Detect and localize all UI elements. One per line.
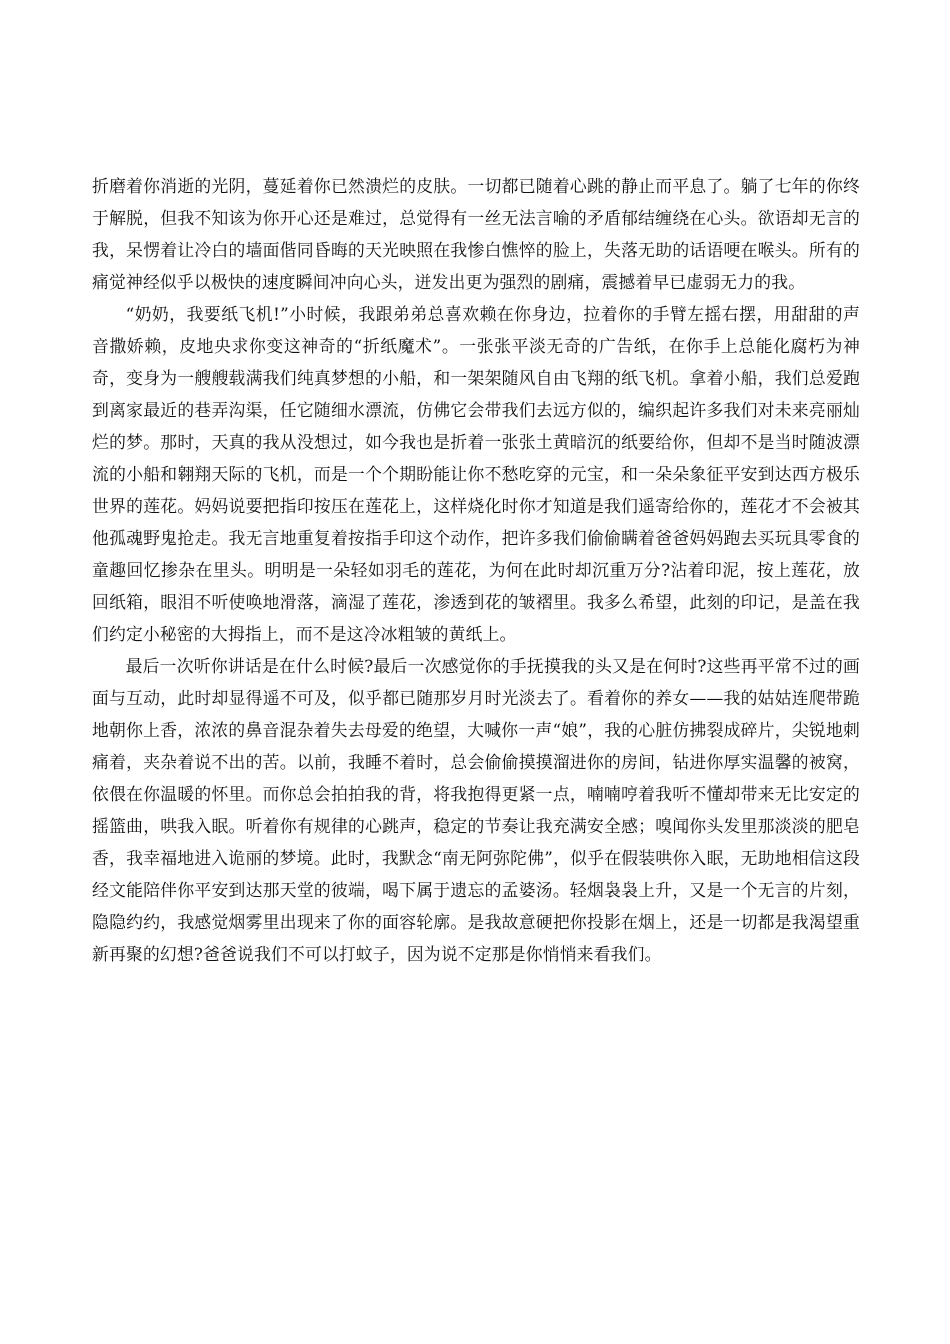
- paragraph-last-memories: 最后一次听你讲话是在什么时候?最后一次感觉你的手抚摸我的头又是在何时?这些再平常不过的画面与互动，此时却显得遥不可及，似乎都已随那岁月时光淡去了。看着你的养女——我的姑姑连爬带跪地朝你上香，浓浓的鼻音混杂着失去母爱的绝望，大喊你一声“娘”，我的心脏仿拂裂成碎片，尖锐地刺痛着，夹杂着说不出的苦。以前，我睡不着时，总会偷偷摸摸溜进你的房间，钻进你厚实温馨的被窝，依偎在你温暖的怀里。而你总会拍拍我的背，将我抱得更紧一点，喃喃哼着我听不懂却带来无比安定的摇篮曲，哄我入眠。听着你有规律的心跳声，稳定的节奏让我充满安全感；嗅闻你头发里那淡淡的肥皂香，我幸福地进入诡丽的梦境。此时，我默念“南无阿弥陀佛”，似乎在假装哄你入眠，无助地相信这段经文能陪伴你平安到达那天堂的彼端，喝下属于遗忘的孟婆汤。轻烟袅袅上升，又是一个无言的片刻，隐隐约约，我感觉烟雾里出现来了你的面容轮廓。是我故意硬把你投影在烟上，还是一切都是我渴望重新再聚的幻想?爸爸说我们不可以打蚊子，因为说不定那是你悄悄来看我们。: [92, 656, 860, 964]
- paragraph-paper-planes: “奶奶，我要纸飞机!”小时候，我跟弟弟总喜欢赖在你身边，拉着你的手臂左摇右摆，用甜甜的声音撒娇赖，皮地央求你变这神奇的“折纸魔术”。一张张平淡无奇的广告纸，在你手上总能化腐朽为神奇，变身为一艘艘载满我们纯真梦想的小船，和一架架随风自由飞翔的纸飞机。拿着小船，我们总爱跑到离家最近的巷弄沟渠，任它随细水漂流，仿佛它会带我们去远方似的，编织起许多我们对未来亮丽灿烂的梦。那时，天真的我从没想过，如今我也是折着一张张土黄暗沉的纸要给你，但却不是当时随波漂流的小船和翱翔天际的飞机，而是一个个期盼能让你不愁吃穿的元宝，和一朵朵象征平安到达西方极乐世界的莲花。妈妈说要把指印按压在莲花上，这样烧化时你才知道是我们遥寄给你的，莲花才不会被其他孤魂野鬼抢走。我无言地重复着按指手印这个动作，把许多我们偷偷瞒着爸爸妈妈跑去买玩具零食的童趣回忆掺杂在里头。明明是一朵轻如羽毛的莲花，为何在此时却沉重万分?沾着印泥，按上莲花，放回纸箱，眼泪不听使唤地滑落，滴湿了莲花，渗透到花的皱褶里。我多么希望，此刻的印记，是盖在我们约定小秘密的大拇指上，而不是这冷冰粗皱的黄纸上。: [92, 304, 860, 644]
- document-body: [92, 170, 860, 970]
- paragraph-continuation: 折磨着你消逝的光阴，蔓延着你已然溃烂的皮肤。一切都已随着心跳的静止而平息了。躺了七年的你终于解脱，但我不知该为你开心还是难过，总觉得有一丝无法言喻的矛盾郁结缠绕在心头。欲语却无言的我，呆愣着让冷白的墙面偕同昏晦的天光映照在我惨白憔悴的脸上，失落无助的话语哽在喉头。所有的痛觉神经似乎以极快的速度瞬间冲向心头，迸发出更为强烈的剧痛，震撼着早已虚弱无力的我。: [92, 176, 860, 292]
